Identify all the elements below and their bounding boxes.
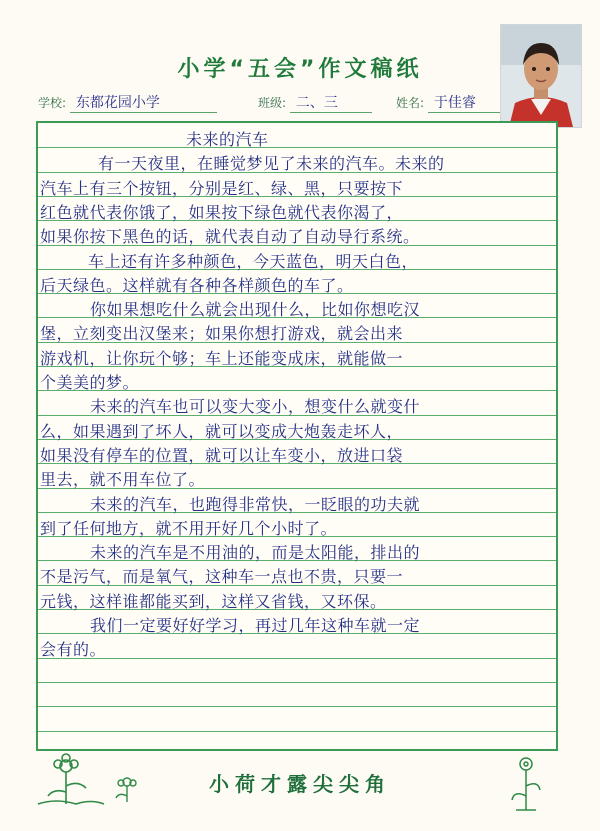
school-label: 学校: (38, 96, 67, 110)
essay-line: 如果没有停车的位置，就可以让车变小，放进口袋 (40, 445, 404, 465)
essay-line: 不是污气，而是氧气，这种车一点也不贵，只要一 (40, 567, 404, 587)
school-field (38, 92, 217, 112)
essay-line: 我们一定要好好学习，再过几年这种车就一定 (90, 616, 421, 635)
essay-line: 会有的。 (40, 640, 107, 660)
essay-line: 后天绿色。这样就有各种各样颜色的车了。 (40, 275, 354, 295)
page-title: 小学“五会”作文稿纸 (177, 57, 423, 82)
essay-line: 红色就代表你饿了，如果按下绿色就代表你渴了， (40, 202, 404, 222)
small-flower-icon (112, 772, 142, 804)
student-photo (500, 24, 582, 128)
ruled-line (38, 147, 556, 148)
essay-line: 你如果想吃什么就会出现什么，比如你想吃汉 (90, 300, 421, 320)
name-value: 于佳睿 (428, 92, 500, 113)
essay-line: 到了任何地方，就不用开好几个小时了。 (40, 518, 338, 538)
essay-line: 个美美的梦。 (40, 373, 140, 392)
lily-drawing-icon (506, 752, 546, 812)
essay-line: 汽车上有三个按钮，分别是红、绿、黑，只要按下 (40, 178, 404, 198)
essay-line: 堡，立刻变出汉堡来；如果你想打游戏，就会出来 (40, 324, 404, 344)
class-value: 二、三 (290, 92, 372, 113)
essay-line: 么，如果遇到了坏人，就可以变成大炮轰走坏人， (40, 421, 404, 441)
footer-slogan: 小荷才露尖尖角 (209, 772, 391, 796)
essay-line: 如果你按下黑色的话，就代表自动了自动导行系统。 (40, 227, 420, 247)
essay-line: 元钱，这样谁都能买到，这样又省钱，又环保。 (40, 591, 387, 611)
name-label: 姓名: (396, 96, 425, 110)
essay-line: 未来的汽车，也跑得非常快，一眨眼的功夫就 (90, 494, 421, 514)
essay-line: 未来的汽车也可以变大变小，想变什么就变什 (90, 397, 421, 417)
class-label: 班级: (258, 96, 287, 110)
essay-grid (36, 121, 558, 751)
flower-drawing-icon (36, 752, 106, 807)
ruled-line (38, 731, 556, 732)
essay-line: 游戏机，让你玩个够；车上还能变成床，就能做一 (40, 348, 404, 368)
essay-line: 里去，就不用车位了。 (40, 470, 206, 490)
class-field (258, 92, 372, 112)
ruled-line (38, 706, 556, 707)
essay-line: 车上还有许多种颜色，今天蓝色，明天白色， (88, 251, 419, 271)
name-field (396, 92, 500, 112)
essay-line: 有一天夜里，在睡觉梦见了未来的汽车。未来的 (98, 154, 445, 174)
school-value: 东都花园小学 (70, 92, 217, 113)
ruled-line (38, 682, 556, 683)
essay-line: 未来的汽车是不用油的，而是太阳能，排出的 (90, 543, 421, 563)
essay-title: 未来的汽车 (186, 130, 269, 149)
